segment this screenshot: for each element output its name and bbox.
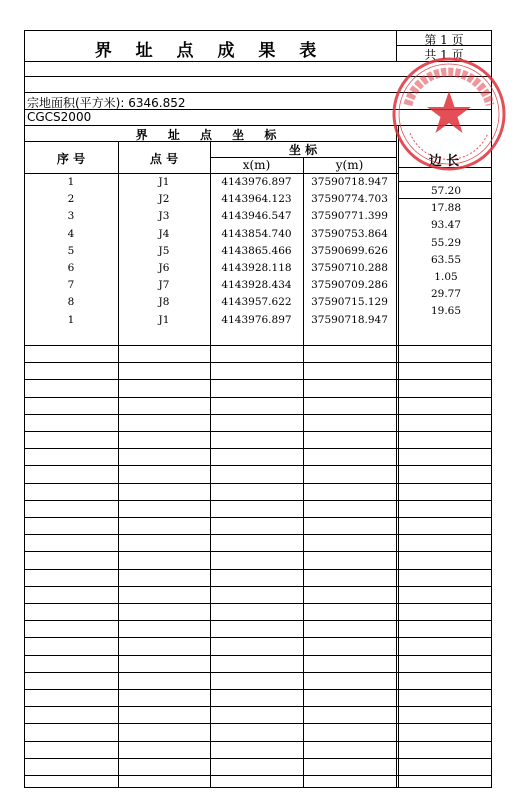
table-cell-y: 37590718.947 xyxy=(311,314,388,326)
col-x-header: x(m) xyxy=(242,158,271,172)
edge-length: 63.55 xyxy=(430,254,462,266)
table-cell-point: J1 xyxy=(158,314,170,326)
divider xyxy=(24,758,492,759)
table-cell-y: 37590771.399 xyxy=(311,210,388,222)
divider xyxy=(24,397,492,398)
divider xyxy=(24,586,492,587)
table-title: 界 址 点 成 果 表 xyxy=(94,41,326,61)
table-cell-seq: 2 xyxy=(67,193,75,205)
table-cell-x: 4143928.434 xyxy=(221,279,292,291)
table-cell-seq: 6 xyxy=(67,262,75,274)
divider xyxy=(24,379,492,380)
table-cell-point: J3 xyxy=(158,210,170,222)
edge-length: 55.29 xyxy=(430,237,462,249)
divider xyxy=(24,775,492,776)
table-cell-seq: 7 xyxy=(67,279,75,291)
divider xyxy=(24,362,492,363)
page-current: 第 1 页 xyxy=(424,33,464,47)
table-cell-x: 4143976.897 xyxy=(221,176,292,188)
table-cell-point: J2 xyxy=(158,193,170,205)
table-cell-y: 37590753.864 xyxy=(311,228,388,240)
coord-group-title: 界 址 点 坐 标 xyxy=(135,128,285,142)
table-cell-seq: 4 xyxy=(67,228,75,240)
edge-length: 57.20 xyxy=(430,185,462,197)
table-cell-point: J7 xyxy=(158,279,170,291)
table-cell-seq: 5 xyxy=(67,245,75,257)
table-cell-x: 4143957.622 xyxy=(221,296,292,308)
divider xyxy=(24,448,492,449)
col-coord-header: 坐 标 xyxy=(288,143,318,157)
edge-length: 29.77 xyxy=(430,288,462,300)
edge-length: 17.88 xyxy=(430,202,462,214)
table-cell-x: 4143964.123 xyxy=(221,193,292,205)
table-cell-x: 4143854.740 xyxy=(221,228,292,240)
table-cell-seq: 1 xyxy=(67,176,75,188)
parcel-area: 宗地面积(平方米): 6346.852 xyxy=(27,96,186,110)
page-total: 共 1 页 xyxy=(424,48,464,62)
table-cell-x: 4143928.118 xyxy=(221,262,292,274)
table-cell-seq: 1 xyxy=(67,314,75,326)
divider xyxy=(24,345,492,346)
table-cell-point: J1 xyxy=(158,176,170,188)
divider xyxy=(24,517,492,518)
table-cell-point: J8 xyxy=(158,296,170,308)
table-cell-point: J4 xyxy=(158,228,170,240)
col-y-header: y(m) xyxy=(335,158,364,172)
divider xyxy=(24,723,492,724)
table-cell-point: J6 xyxy=(158,262,170,274)
divider xyxy=(24,534,492,535)
divider xyxy=(398,181,492,182)
table-cell-seq: 8 xyxy=(67,296,75,308)
divider xyxy=(24,620,492,621)
col-point-header: 点 号 xyxy=(149,152,179,166)
company-seal xyxy=(390,55,508,173)
divider xyxy=(24,603,492,604)
table-cell-y: 37590709.286 xyxy=(311,279,388,291)
divider xyxy=(24,655,492,656)
table-cell-x: 4143946.547 xyxy=(221,210,292,222)
col-dist-header: 边 长 xyxy=(428,154,460,169)
divider xyxy=(398,198,492,199)
table-cell-y: 37590718.947 xyxy=(311,176,388,188)
table-cell-y: 37590699.626 xyxy=(311,245,388,257)
table-cell-y: 37590715.129 xyxy=(311,296,388,308)
edge-length: 1.05 xyxy=(434,271,458,283)
divider xyxy=(24,569,492,570)
divider xyxy=(24,173,398,174)
table-cell-x: 4143976.897 xyxy=(221,314,292,326)
edge-length: 19.65 xyxy=(430,305,462,317)
divider xyxy=(24,500,492,501)
edge-length: 93.47 xyxy=(430,219,462,231)
divider xyxy=(24,741,492,742)
divider xyxy=(24,551,492,552)
divider xyxy=(24,431,492,432)
table-cell-y: 37590710.288 xyxy=(311,262,388,274)
col-seq-header: 序 号 xyxy=(56,152,86,166)
divider xyxy=(24,483,492,484)
coordinate-system: CGCS2000 xyxy=(27,110,92,124)
divider xyxy=(24,706,492,707)
table-cell-point: J5 xyxy=(158,245,170,257)
divider xyxy=(24,689,492,690)
table-cell-y: 37590774.703 xyxy=(311,193,388,205)
divider xyxy=(24,414,492,415)
table-cell-x: 4143865.466 xyxy=(221,245,292,257)
divider xyxy=(24,465,492,466)
divider xyxy=(24,672,492,673)
table-cell-seq: 3 xyxy=(67,210,75,222)
divider xyxy=(24,637,492,638)
